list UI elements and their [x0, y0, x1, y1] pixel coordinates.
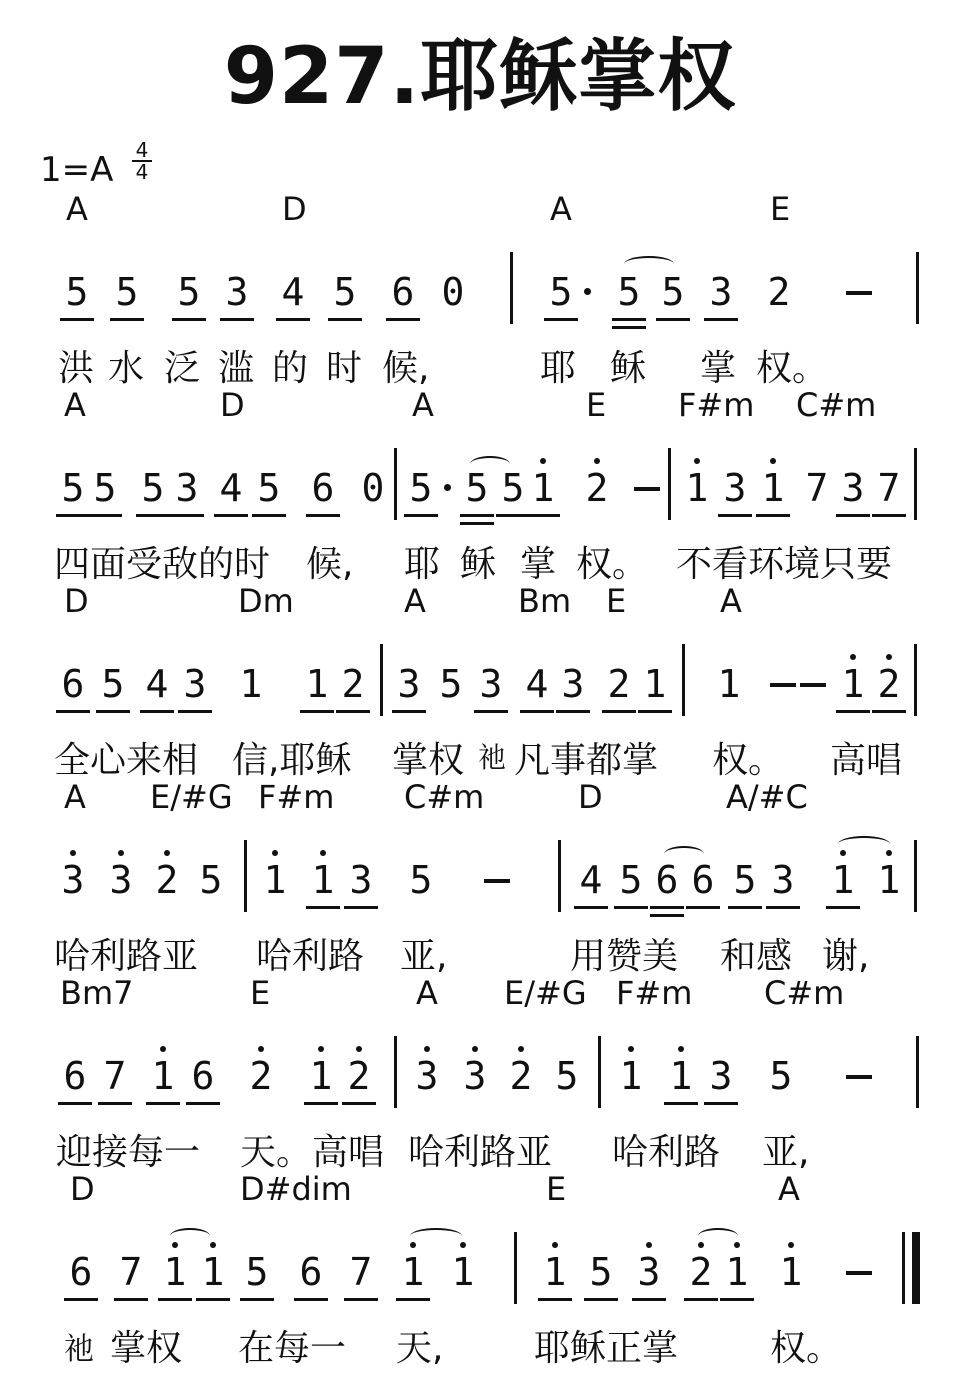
chord: E: [586, 386, 607, 424]
note: 3: [704, 1052, 738, 1100]
tie-arc: [410, 1228, 462, 1244]
lyric: 权。: [712, 740, 785, 781]
lyric: 耶: [540, 348, 577, 389]
tie-arc: [664, 846, 704, 862]
chord: D: [282, 190, 307, 228]
note: 1: [720, 1248, 754, 1296]
note: 2: [244, 1052, 278, 1100]
lyric: 哈利路: [256, 936, 365, 977]
note: 1: [396, 1248, 430, 1296]
time-signature-denominator: 4: [135, 160, 149, 184]
lyric: 高唱: [830, 740, 903, 781]
note: 5: [252, 464, 286, 512]
song-title: 927.耶稣掌权: [223, 32, 737, 122]
lyric: 水: [108, 348, 145, 389]
note: 5: [110, 268, 144, 316]
note: 1: [756, 464, 790, 512]
note: 3: [344, 856, 378, 904]
note: 5: [555, 1054, 579, 1098]
note: 0: [441, 270, 465, 314]
notation-row: [0, 1210, 960, 1310]
note: 7: [98, 1052, 132, 1100]
lyric: 稣: [610, 348, 647, 389]
note: 3: [632, 1248, 666, 1296]
note: 1: [826, 856, 860, 904]
lyric: 天。高唱: [240, 1132, 385, 1173]
note: 5: [56, 464, 90, 512]
note: 2: [336, 660, 370, 708]
lyric: 天,: [396, 1328, 444, 1369]
lyric-row: [0, 1124, 960, 1173]
chord-row: [0, 974, 960, 1014]
lyric: 信,耶稣: [232, 740, 352, 781]
dash: [484, 879, 510, 883]
chord-row: [0, 778, 960, 818]
barline: [380, 644, 383, 716]
lyric: 稣: [460, 544, 497, 585]
note: 1: [306, 856, 340, 904]
chord: C#m: [404, 778, 485, 816]
chord: E/#G: [504, 974, 587, 1012]
note: 5: [584, 1248, 618, 1296]
lyric: 权。: [756, 348, 829, 389]
chord: E: [606, 582, 627, 620]
lyric: 不看环境只要: [676, 544, 893, 585]
note: 6: [294, 1248, 328, 1296]
lyric-row: [0, 732, 960, 781]
chord: Dm: [238, 582, 294, 620]
lyric: 耶稣正掌: [534, 1328, 679, 1369]
barline: [394, 448, 397, 520]
lyric: 祂: [64, 1332, 94, 1367]
lyric: 亚,: [762, 1132, 810, 1173]
lyric: 掌权: [392, 740, 465, 781]
lyric: 哈利路亚: [408, 1132, 553, 1173]
lyric: 哈利路: [612, 1132, 721, 1173]
chord: A: [778, 1170, 800, 1208]
chord: A: [66, 190, 88, 228]
chord-row: [0, 386, 960, 426]
lyric: 候,: [306, 544, 354, 585]
chord: C#m: [796, 386, 877, 424]
chord-row: [0, 1170, 960, 1210]
chord: A: [720, 582, 742, 620]
lyric: 祂: [478, 741, 507, 774]
chord-row: [0, 190, 960, 230]
tie-arc: [838, 836, 890, 852]
lyric: 掌: [700, 348, 737, 389]
barline: [394, 1036, 397, 1108]
note: 3: [474, 660, 508, 708]
lyric: 凡事都掌: [514, 740, 659, 781]
barline: [514, 1232, 517, 1304]
note: 5: [136, 464, 170, 512]
lyric: 和感: [720, 936, 793, 977]
note: 2: [602, 660, 636, 708]
note: 6: [386, 268, 420, 316]
note: 5: [404, 464, 438, 512]
note: 1: [146, 1052, 180, 1100]
notation-row: [0, 818, 960, 918]
chord: A: [64, 386, 86, 424]
note: 1: [300, 660, 334, 708]
notation-row: [0, 1014, 960, 1114]
note: 5: [460, 464, 494, 512]
lyric-row: [0, 928, 960, 977]
chord: C#m: [764, 974, 845, 1012]
note: 2: [504, 1052, 538, 1100]
note: 1: [538, 1248, 572, 1296]
chord: Bm: [518, 582, 572, 620]
chord: F#m: [258, 778, 335, 816]
chord-row: [0, 582, 960, 622]
lyric: 滥: [218, 348, 255, 389]
system-4: [0, 778, 960, 977]
note: 1: [446, 1248, 480, 1296]
note: 1: [239, 662, 263, 706]
lyric: 用赞美: [570, 936, 679, 977]
lyric-row: [0, 340, 960, 389]
dash: [846, 291, 872, 295]
note: 3: [410, 1052, 444, 1100]
chord: A/#C: [726, 778, 808, 816]
note: 3: [458, 1052, 492, 1100]
note: 5: [199, 858, 223, 902]
lyric: 在每一: [238, 1328, 347, 1369]
note: 6: [64, 1248, 98, 1296]
note: 3: [556, 660, 590, 708]
chord: A: [416, 974, 438, 1012]
dash: [846, 1075, 872, 1079]
note: 3: [704, 268, 738, 316]
notation-row: [0, 622, 960, 722]
note: 5: [544, 268, 578, 316]
lyric: 迎接每一: [56, 1132, 201, 1173]
note: 7: [114, 1248, 148, 1296]
note: 5: [96, 660, 130, 708]
system-2: [0, 386, 960, 585]
note: 4: [214, 464, 248, 512]
note: 3: [178, 660, 212, 708]
lyric: 掌: [520, 544, 557, 585]
lyric: 谢,: [822, 936, 870, 977]
note: 1: [614, 1052, 648, 1100]
system-5: [0, 974, 960, 1173]
chord: E: [770, 190, 791, 228]
note: 6: [306, 464, 340, 512]
lyric: 洪: [58, 348, 95, 389]
notation-row: [0, 426, 960, 526]
note: 1: [258, 856, 292, 904]
lyric: 亚,: [400, 936, 448, 977]
lyric: 权。: [576, 544, 649, 585]
note: 1: [638, 660, 672, 708]
barline: [914, 644, 917, 716]
lyric: 耶: [404, 544, 441, 585]
dash: [846, 1271, 872, 1275]
tie-arc: [624, 256, 674, 272]
note: 6: [58, 1052, 92, 1100]
lyric: 候,: [382, 348, 430, 389]
note: 4: [574, 856, 608, 904]
note: 3: [392, 660, 426, 708]
note: 2: [684, 1248, 718, 1296]
note: 1: [836, 660, 870, 708]
chord: Bm7: [60, 974, 134, 1012]
dash: [770, 683, 796, 687]
chord: A: [64, 778, 86, 816]
note: 5: [409, 858, 433, 902]
note: 5: [496, 464, 530, 512]
note: 5: [172, 268, 206, 316]
chord: E/#G: [150, 778, 233, 816]
system-3: [0, 582, 960, 781]
note: 5: [769, 1054, 793, 1098]
note: 3: [104, 856, 138, 904]
note: 4: [520, 660, 554, 708]
tie-arc: [170, 1228, 210, 1244]
chord: E: [546, 1170, 567, 1208]
barline: [682, 644, 685, 716]
lyric: 时: [326, 348, 363, 389]
note: 1: [526, 464, 560, 512]
lyric: 权。: [770, 1328, 843, 1369]
barline: [244, 840, 247, 912]
time-signature: [132, 140, 152, 182]
chord: F#m: [678, 386, 755, 424]
barline: [558, 840, 561, 912]
tie-arc: [470, 456, 510, 472]
time-signature-numerator: 4: [132, 140, 152, 162]
final-barline: [912, 1232, 920, 1304]
note: 2: [580, 464, 614, 512]
note: 5: [728, 856, 762, 904]
note: 3: [56, 856, 90, 904]
lyric: 四面受敌的时: [54, 544, 271, 585]
note: 5: [60, 268, 94, 316]
chord: A: [404, 582, 426, 620]
key-signature: 1=A: [40, 150, 114, 190]
note: 1: [872, 856, 906, 904]
note: 1: [664, 1052, 698, 1100]
note: 5: [439, 662, 463, 706]
note: 6: [56, 660, 90, 708]
notation-row: [0, 230, 960, 330]
lyric: 掌权: [110, 1328, 183, 1369]
lyric-row: [0, 1320, 960, 1369]
barline: [914, 448, 917, 520]
lyric: 全心来相: [54, 740, 199, 781]
note: 1: [717, 662, 741, 706]
note: 2: [872, 660, 906, 708]
note: 5: [612, 268, 646, 316]
chord: D: [578, 778, 603, 816]
lyric: 哈利路亚: [54, 936, 199, 977]
chord: F#m: [616, 974, 693, 1012]
note: 4: [276, 268, 310, 316]
note: 5: [240, 1248, 274, 1296]
note: 2: [342, 1052, 376, 1100]
chord: E: [250, 974, 271, 1012]
note: 6: [686, 856, 720, 904]
note: 1: [774, 1248, 808, 1296]
chord: D#dim: [240, 1170, 352, 1208]
system-6: [0, 1170, 960, 1369]
note: 7: [872, 464, 906, 512]
note: 3: [220, 268, 254, 316]
note: 6: [650, 856, 684, 904]
note: 7: [805, 466, 829, 510]
note: 3: [718, 464, 752, 512]
barline: [916, 1036, 919, 1108]
note: 5: [88, 464, 122, 512]
system-1: [0, 190, 960, 389]
note: 7: [344, 1248, 378, 1296]
note: 4: [140, 660, 174, 708]
tie-arc: [698, 1228, 738, 1244]
augmentation-dot: [444, 484, 451, 491]
note: 3: [766, 856, 800, 904]
note: 5: [656, 268, 690, 316]
barline: [916, 252, 919, 324]
note: 1: [158, 1248, 192, 1296]
lyric: 的: [272, 348, 309, 389]
augmentation-dot: [584, 288, 591, 295]
note: 5: [614, 856, 648, 904]
barline: [914, 840, 917, 912]
note: 2: [767, 270, 791, 314]
barline: [598, 1036, 601, 1108]
note: 1: [680, 464, 714, 512]
chord: D: [70, 1170, 95, 1208]
note: 1: [304, 1052, 338, 1100]
chord: D: [64, 582, 89, 620]
barline: [668, 448, 671, 520]
note: 3: [170, 464, 204, 512]
chord: D: [220, 386, 245, 424]
lyric-row: [0, 536, 960, 585]
note: 0: [361, 466, 385, 510]
chord: A: [550, 190, 572, 228]
barline: [902, 1232, 905, 1304]
chord: A: [412, 386, 434, 424]
note: 6: [186, 1052, 220, 1100]
dash: [634, 487, 660, 491]
dash: [800, 683, 826, 687]
barline: [510, 252, 513, 324]
note: 2: [150, 856, 184, 904]
lyric: 泛: [164, 348, 201, 389]
note: 5: [328, 268, 362, 316]
note: 3: [836, 464, 870, 512]
note: 1: [196, 1248, 230, 1296]
